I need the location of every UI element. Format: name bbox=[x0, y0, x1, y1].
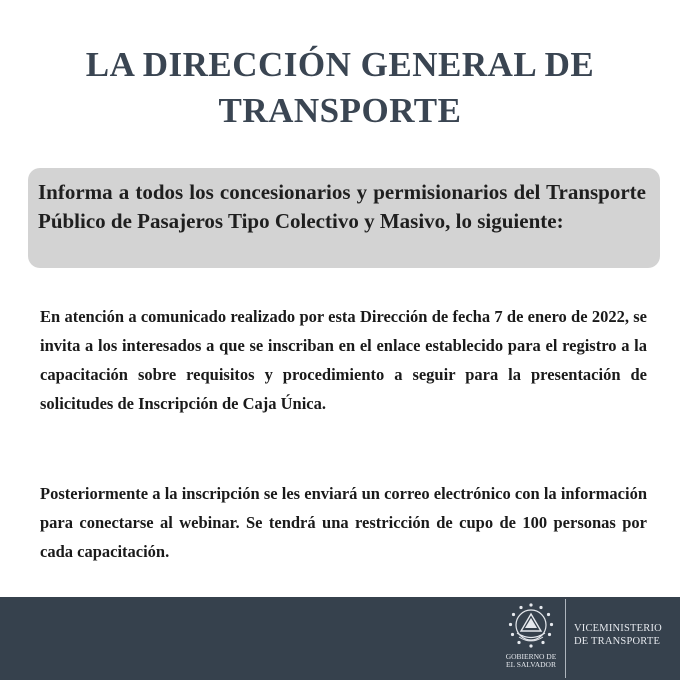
intro-text: Informa a todos los concesionarios y permisionarios del Transporte Público de Pasajeros Tipo Colectivo y Masivo, lo siguiente: bbox=[38, 180, 646, 233]
page-title-line-1: LA DIRECCIÓN GENERAL DE bbox=[85, 45, 595, 84]
gobierno-label bbox=[491, 653, 571, 669]
footer-bar bbox=[0, 597, 680, 680]
intro-box bbox=[28, 168, 660, 268]
paragraph-invitation: En atención a comunicado realizado por esta Dirección de fecha 7 de enero de 2022, se invita a los interesados a que se inscriban en el enlace establecido para el registro a la capacitación sobre requisitos y procedimiento a seguir para la presentación de solicitudes de Inscripción de Caja Única. bbox=[40, 307, 647, 413]
gobierno-label-line-2: EL SALVADOR bbox=[506, 660, 556, 669]
viceministerio-label-line-1: VICEMINISTERIO bbox=[574, 623, 662, 634]
page-title-line-2: TRANSPORTE bbox=[218, 91, 462, 130]
viceministerio-label bbox=[574, 622, 680, 648]
footer-divider bbox=[565, 599, 566, 678]
viceministerio-label-line-2: DE TRANSPORTE bbox=[574, 636, 661, 647]
gobierno-label-line-1: GOBIERNO DE bbox=[505, 652, 557, 661]
page-title bbox=[0, 42, 680, 134]
paragraph-webinar: Posteriormente a la inscripción se les enviará un correo electrónico con la información para conectarse al webinar. Se tendrá una restricción de cupo de 100 personas por cada capacitación. bbox=[40, 484, 647, 561]
